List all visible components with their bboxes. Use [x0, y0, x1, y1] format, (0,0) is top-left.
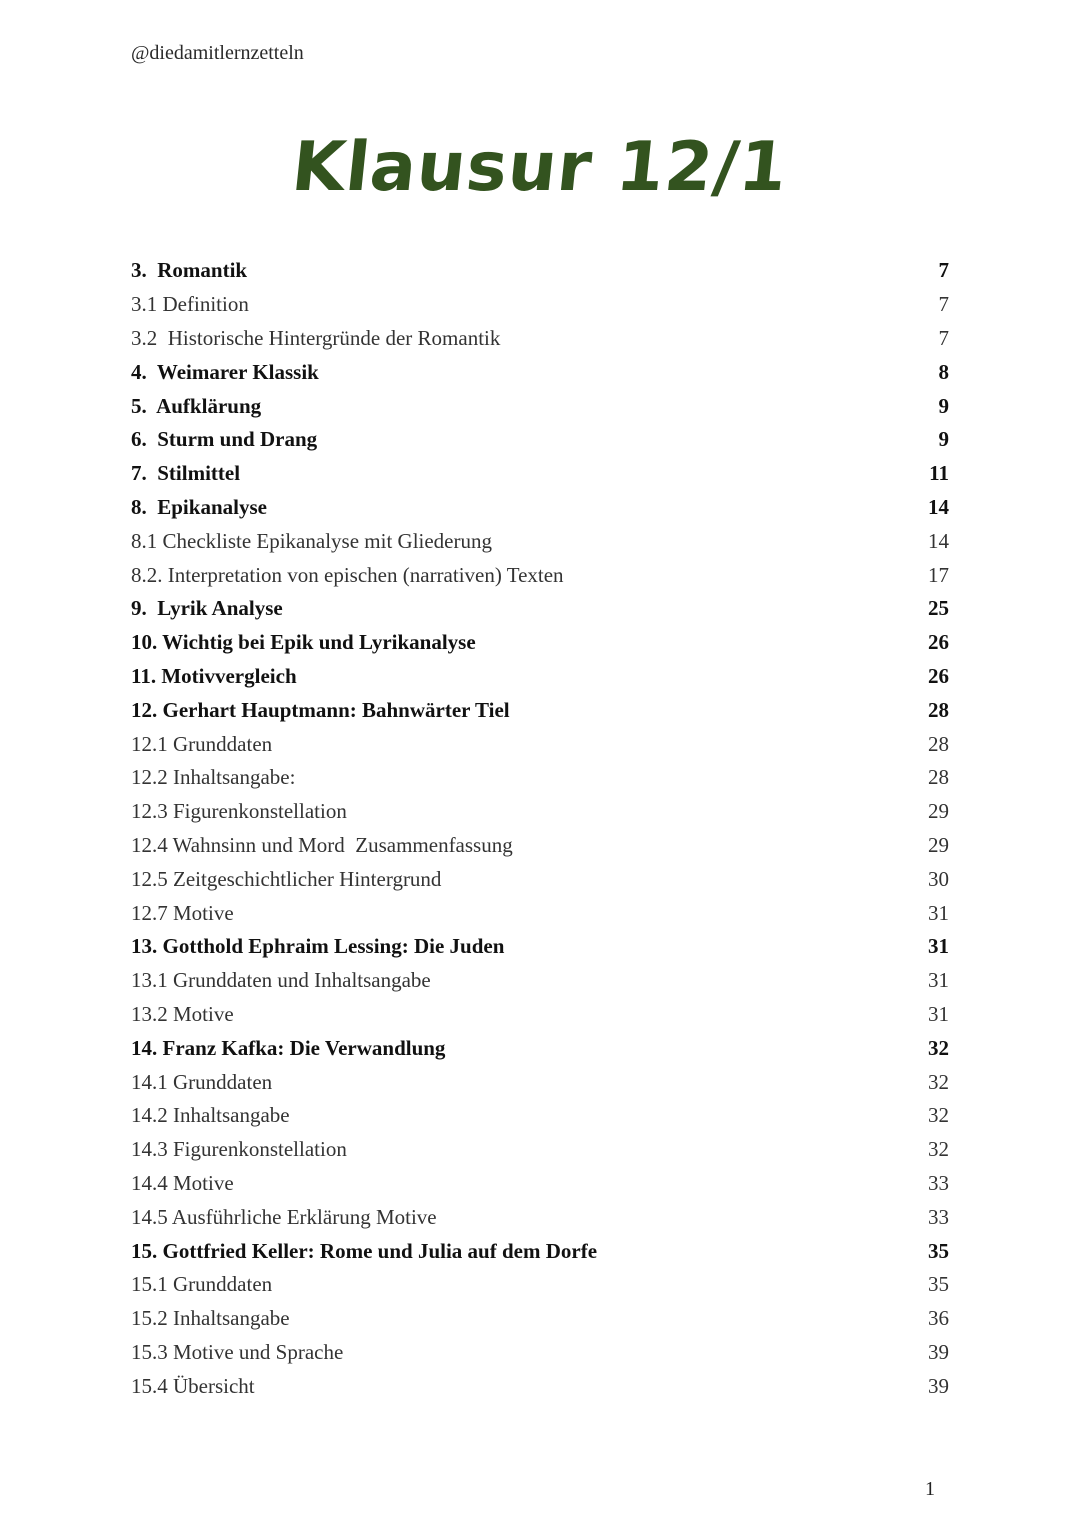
toc-entry-label: 14. Franz Kafka: Die Verwandlung: [131, 1035, 446, 1060]
toc-entry-page: 28: [928, 731, 949, 756]
toc-entry-label: 15.1 Grunddaten: [131, 1272, 273, 1297]
toc-entry-label: 12. Gerhart Hauptmann: Bahnwärter Tiel: [131, 697, 510, 722]
toc-entry-page: 36: [928, 1306, 949, 1331]
toc-entry-page: 31: [928, 900, 949, 925]
toc-entry-label: 4. Weimarer Klassik: [131, 359, 319, 384]
toc-entry-label: 14.5 Ausführliche Erklärung Motive: [131, 1204, 437, 1229]
toc-entry: [131, 322, 949, 356]
toc-entry-label: 12.3 Figurenkonstellation: [131, 799, 347, 824]
toc-entry: [131, 626, 949, 660]
toc-entry: [131, 592, 949, 626]
toc-entry-page: 28: [928, 697, 949, 722]
toc-entry-label: 12.1 Grunddaten: [131, 731, 273, 756]
toc-entry: [131, 491, 949, 525]
toc-entry: [131, 457, 949, 491]
toc-entry: [131, 660, 949, 694]
toc-entry: [131, 1031, 949, 1065]
toc-entry-page: 32: [928, 1035, 949, 1060]
toc-entry-page: 7: [938, 258, 949, 283]
toc-entry: [131, 1302, 949, 1336]
toc-entry-page: 31: [928, 1001, 949, 1026]
toc-entry-page: 39: [928, 1339, 949, 1364]
toc-entry-label: 12.2 Inhaltsangabe:: [131, 765, 296, 790]
toc-entry: [131, 896, 949, 930]
author-handle: @diedamitlernzetteln: [131, 42, 304, 64]
toc-entry: [131, 1099, 949, 1133]
toc-entry-label: 6. Sturm und Drang: [131, 427, 318, 452]
toc-entry: [131, 1336, 949, 1370]
toc-entry: [131, 355, 949, 389]
toc-entry-label: 12.5 Zeitgeschichtlicher Hintergrund: [131, 866, 442, 891]
toc-entry-label: 3. Romantik: [131, 258, 248, 283]
toc-entry-label: 14.3 Figurenkonstellation: [131, 1137, 347, 1162]
toc-entry-page: 25: [928, 596, 949, 621]
page-title: Klausur 12/1: [288, 128, 792, 207]
toc-entry-label: 13. Gotthold Ephraim Lessing: Die Juden: [131, 934, 505, 959]
toc-entry-page: 30: [928, 866, 949, 891]
toc-entry: [131, 693, 949, 727]
toc-entry-label: 8.2. Interpretation von epischen (narrativen) Texten: [131, 562, 564, 587]
toc-entry: [131, 829, 949, 863]
toc-entry-label: 12.4 Wahnsinn und Mord Zusammenfassung: [131, 832, 513, 857]
toc-entry: [131, 795, 949, 829]
toc-entry-page: 17: [928, 562, 949, 587]
toc-entry-label: 15.4 Übersicht: [131, 1373, 255, 1398]
toc-entry-label: 7. Stilmittel: [131, 461, 241, 486]
toc-entry-page: 28: [928, 765, 949, 790]
toc-entry-label: 13.1 Grunddaten und Inhaltsangabe: [131, 968, 431, 993]
table-of-contents: [131, 254, 949, 1403]
toc-entry: [131, 998, 949, 1032]
toc-entry: [131, 1065, 949, 1099]
toc-entry-page: 7: [938, 292, 949, 317]
toc-entry-label: 8. Epikanalyse: [131, 494, 267, 519]
toc-entry-label: 13.2 Motive: [131, 1001, 234, 1026]
toc-entry-label: 14.2 Inhaltsangabe: [131, 1103, 290, 1128]
toc-entry-page: 31: [928, 968, 949, 993]
toc-entry: [131, 862, 949, 896]
toc-entry-label: 11. Motivvergleich: [131, 663, 297, 688]
toc-entry-label: 14.1 Grunddaten: [131, 1069, 273, 1094]
toc-entry-page: 32: [928, 1103, 949, 1128]
toc-entry: [131, 761, 949, 795]
toc-entry-page: 31: [928, 934, 949, 959]
toc-entry: [131, 254, 949, 288]
toc-entry: [131, 423, 949, 457]
toc-entry: [131, 1133, 949, 1167]
toc-entry: [131, 1268, 949, 1302]
toc-entry-label: 12.7 Motive: [131, 900, 234, 925]
toc-entry-page: 33: [928, 1204, 949, 1229]
toc-entry-page: 39: [928, 1373, 949, 1398]
toc-entry-page: 26: [928, 630, 949, 655]
toc-entry-page: 11: [929, 461, 949, 486]
toc-entry-label: 10. Wichtig bei Epik und Lyrikanalyse: [131, 630, 476, 655]
toc-entry-page: 14: [928, 494, 949, 519]
toc-entry: [131, 1200, 949, 1234]
page-number: 1: [925, 1478, 935, 1500]
toc-entry: [131, 1234, 949, 1268]
toc-entry: [131, 288, 949, 322]
toc-entry-page: 14: [928, 528, 949, 553]
toc-entry: [131, 964, 949, 998]
toc-entry-label: 15. Gottfried Keller: Rome und Julia auf dem Dorfe: [131, 1238, 598, 1263]
toc-entry-label: 3.2 Historische Hintergründe der Romantik: [131, 325, 501, 350]
toc-entry: [131, 558, 949, 592]
toc-entry-label: 15.3 Motive und Sprache: [131, 1339, 344, 1364]
toc-entry-label: 8.1 Checkliste Epikanalyse mit Gliederung: [131, 528, 492, 553]
toc-entry-page: 8: [938, 359, 949, 384]
toc-entry-page: 32: [928, 1069, 949, 1094]
toc-entry-page: 35: [928, 1238, 949, 1263]
toc-entry-page: 7: [938, 325, 949, 350]
toc-entry: [131, 727, 949, 761]
toc-entry: [131, 389, 949, 423]
toc-entry: [131, 1167, 949, 1201]
toc-entry-page: 29: [928, 799, 949, 824]
toc-entry-page: 32: [928, 1137, 949, 1162]
toc-entry-page: 26: [928, 663, 949, 688]
toc-entry-label: 9. Lyrik Analyse: [131, 596, 283, 621]
toc-entry-page: 35: [928, 1272, 949, 1297]
toc-entry-page: 9: [938, 427, 949, 452]
toc-entry-page: 29: [928, 832, 949, 857]
toc-entry-label: 3.1 Definition: [131, 292, 249, 317]
toc-entry: [131, 930, 949, 964]
toc-entry: [131, 524, 949, 558]
toc-entry-page: 33: [928, 1170, 949, 1195]
toc-entry-label: 14.4 Motive: [131, 1170, 234, 1195]
toc-entry: [131, 1369, 949, 1403]
toc-entry-page: 9: [938, 393, 949, 418]
toc-entry-label: 5. Aufklärung: [131, 393, 262, 418]
toc-entry-label: 15.2 Inhaltsangabe: [131, 1306, 290, 1331]
